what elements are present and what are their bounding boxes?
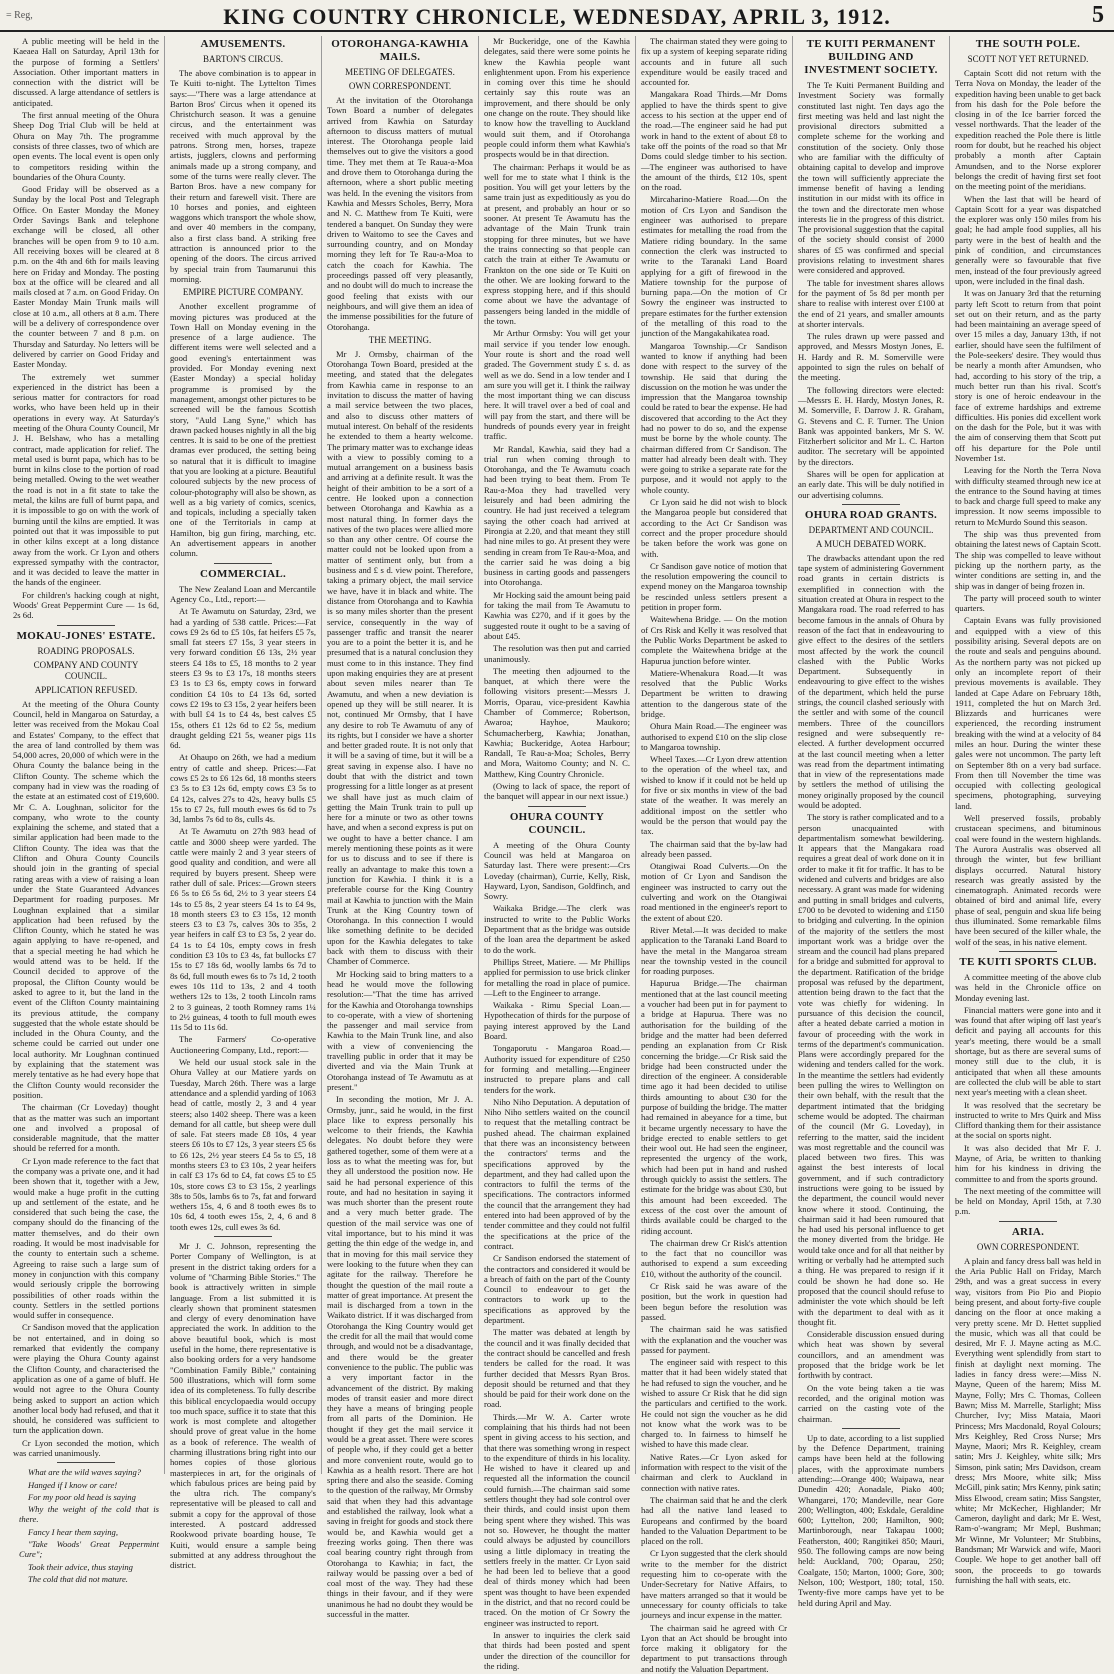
paragraph: Matiere-Whenakura Road.—It was resolved that the Public Works Department be written to drawing attention to the dangerous state of the bridge.: [641, 667, 787, 719]
divider: [842, 504, 900, 505]
paragraph: It was on January 3rd that the returning party left Scott to return from that point set out on their return, and as the party had been maintaining an average speed of over 15 miles a day, January 13th, if not earlier, should have seen the fulfilment of the Pole-seekers' desire. They would thus be nearly a month after Amundsen, who had, according to his story of the trip, a much better run than his rival. Scott's story is one of heroic endeavour in the face of extreme hardships and extreme difficulties. His ponies did excellent work on the dash for the Pole, but it was with the aim of conserving them that Scott put off his departure for the Pole until November 1st.: [955, 288, 1101, 463]
paragraph: Mircaharino-Matiere Road.—On the motion of Crs Lyon and Sandison the engineer was authorised to prepare estimates for metalling the road from the Matiere riding boundary. In the same connection the clerk was instructed to write to the Taranaki Land Board applying for a gift of firewood in the Matiere township for the purpose of burning papa.—On the motion of Cr Sowry the engineer was instructed to prepare estimates for the further extension of the metalling of this road to the junction of the Mangakahikatea road.: [641, 194, 787, 339]
paragraph: The party will proceed south to winter quarters.: [955, 592, 1101, 614]
paragraph: Otangiwai Road Culverts.—On the motion of Cr Lyon and Sandison the engineer was instructed to carry out the culverting and work on the Otangiwai road mentioned in the engineer's report to the extent of about £20.: [641, 861, 787, 923]
column-3: [322, 36, 479, 1620]
paragraph: The following directors were elected:—Messrs E. H. Hardy, Mostyn Jones, R. M. Somerville, F. Darrow J. R. Graham, G. Stevens and C. F. Turner. The Union Bank was appointed bankers, Mr S. W. Fitzherbert solicitor and Mr L. C. Harton auditor. The secretary will be appointed by the directors.: [798, 384, 944, 467]
heading-road-grants: OHURA ROAD GRANTS.: [804, 508, 938, 521]
paragraph: Cr Lyon made reference to the fact that the company was a private one, and it had been shown that it, together with a Jew, would make a huge profit in the cutting up and settlement of the estate, and he considered that such being the case, the company should do the financing of the matter themselves, and do their own roading. It would be most inadvisable for the county to entertain such a scheme. Agreeing to raise such a large sum of money in conjunction with this company would seriously cripple the borrowing possibilities of other roads within the county. Settlers in the settled portions would suffer in consequence.: [13, 1155, 159, 1321]
paragraph: Another excellent programme of moving pictures was produced at the Town Hall on Monday evening in the presence of a large audience. The different items were well selected and a good evening's entertainment was provided. For Monday evening next (Easter Monday) a special holiday programme is promised by the management, amongst other pictures to be screened will be the famous Scottish story, "Auld Lang Syne," which has drawn packed houses nightly in all the big centres. It is said to be one of the prettiest dramas ever produced, the setting being so natural that it is difficult to imagine that you are looking at a picture. Beautiful coloured subjects by the new process of colour-photography will also be shown, as well as a big variety of comics, scenics, and topicals, including a specially taken one of the Territorials in camp at Hamilton, big gun firing, marching, etc. An advertisement appears in another column.: [170, 301, 316, 559]
subheading-refused: APPLICATION REFUSED.: [34, 684, 138, 695]
paragraph: The next meeting of the committee will be held on Monday, April 15th, at 7.30 p.m.: [955, 1185, 1101, 1217]
paragraph: Cr Risk said he was aware of the position, but the work in question had been begun before the resolution was passed.: [641, 1281, 787, 1322]
paragraph: The rules drawn up were passed and approved, and Messrs Mostyn Jones, E. H. Hardy and R. M. Somerville were appointed to sign the rules on behalf of the meeting.: [798, 331, 944, 383]
verse-line: "Take Woods' Great Peppermint Cure";: [19, 1539, 159, 1560]
paragraph: A plain and fancy dress ball was held in the Aria Public Hall on Friday, March 29th, and was a great success in every way, visitors from Pio Pio and Piopio being present, and about forty-five couple dancing on the floor at once making a very pretty scene. Mr D. Hettet supplied the music, which was all that could be desired, Mr F. J. Mayne acting as M.C. Everything went splendidly from start to finish at daylight next morning. The ladies in fancy dress were:—Miss N. Mayne, Queen of the harem; Miss M. Mayne, Folly; Mrs C. Thomas, Colleen Bawn; Miss M. Marrelle, Starlight; Miss Churcher, Ivy; Miss Mataia, Maori Princess; Mrs Macdonald, Royal Colours; Mrs Keighley, Red Cross Nurse; Mrs Mayne, Maori; Mrs R. Keighley, cream satin; Mrs J. Keighley, white silk; Mrs Simson, pink satin; Mrs Davidson, cream dress; Mrs Moore, white silk; Miss McGill, pink satin; Mrs Kenny, pink satin; Miss Elwood, cream satin; Miss Sangster, white; Mr McKecher, Highlander; Mr Cameron, daylight and dark; Mr E. West, Ram-o'-wangram; Mr Mepl, Bushman; Mr Winne, Mr Volunteer; Mr Stubbins, Bandsman; Mr Warwick and wife, Maori Couple. We hope to get another ball off soon, the proceeds to go towards furnishing the hall with seats, etc.: [955, 1255, 1102, 1585]
paragraph: The chairman said he agreed with Cr Lyon that an Act should be brought into force making it obligatory for the department to put transactions through and notify the Valuation Department.: [641, 1622, 787, 1674]
paragraph: The resolution was then put and carried unanimously.: [484, 643, 630, 664]
page-number: 5: [1092, 2, 1104, 28]
heading-south-pole: THE SOUTH POLE.: [975, 38, 1081, 50]
subheading-roading: ROADING PROPOSALS.: [37, 645, 135, 656]
column-5: [636, 36, 793, 1674]
paragraph: On the vote being taken a tie was recorded, and the original motion was carried on the casting vote of the chairman.: [798, 1382, 944, 1424]
divider: [57, 625, 115, 626]
paragraph: River Metal.—It was decided to make application to the Taranaki Land Board to have the metal in the Mangaroa stream near the township vested in the council for roading purposes.: [641, 924, 787, 977]
paragraph: The Te Kuiti Permanent Building and Investment Society was formally constituted last night. Ten days ago the first meeting was held and last night the provisional directors submitted a complete scheme for the working and constitution of the society. Only those who are familiar with the difficulty of obtaining capital to develop and improve the town will sufficiently appreciate the immense benefit of having a lending institution in our midst with its office in the town and the directorate men whose interests lie in the progress of this district. The provisional suggestion that the capital of the society should consist of 2000 shares of £5 was confirmed and special provisions relating to investment shares were considered and approved.: [798, 80, 944, 276]
subheading-delegates: MEETING OF DELEGATES.: [345, 67, 455, 77]
paragraph: Up to date, according to a list supplied by the Defence Department, training camps have been held at the following places, with the approximate numbers attending:—Orange 400; Waipawa, near Dunedin 420; Aonadale, Piako 400; Whangarei, 170; Mandeville, near Gore 200; Wellington, 400; Eskdale, Geraldine 600; Lyttelton, 200; Hamilton, 900; Martinborough, near Takapau 1000; Featherston, 400; Rangitikei 850; Mauri, 950. The following camps are now being held: Auckland, 700; Oparau, 250; Coalgate, 150; Marton, 1000; Gore, 300; Nelson, 100; Westport, 180; total, 150. Twenty-five more camps have yet to be held during April and May.: [798, 1432, 944, 1608]
divider: [57, 1462, 115, 1463]
paragraph: It was also decided that Mr F. J. Mayne, of Aria, be written to thanking him for his kindness in driving the committee to and from the sports ground.: [955, 1142, 1101, 1184]
divider: [999, 1221, 1057, 1222]
heading-sports-club: TE KUITI SPORTS CLUB.: [959, 955, 1097, 968]
heading-mokau-estate: MOKAU-JONES' ESTATE.: [16, 629, 156, 642]
column-1: [8, 36, 165, 1584]
heading-building-society: TE KUITI PERMANENT BUILDING AND INVESTMENT SOCIETY.: [804, 38, 938, 76]
divider: [842, 1428, 900, 1429]
column-6: [793, 36, 950, 1608]
paragraph: The chairman stated they were going to fix up a system of keeping separate riding accounts and in future all such expenditure would be easily traced and accounted for.: [641, 36, 787, 88]
subheading-debated: A MUCH DEBATED WORK.: [815, 538, 927, 549]
paragraph: Financial matters were gone into and it was found that after wiping off last year's deficit and paying all accounts for this year's meeting, there would be a small shortage, but as there are several sums of money still due to the club, it is anticipated that when all these amounts are collected the club will be able to start next year's meeting with a clean sheet.: [955, 1004, 1101, 1098]
paragraph: Mangaroa Township.—Cr Sandison wanted to know if anything had been done with respect to the survey of the township. He said that during the discussion on the motion he was under the impression that the Mangaroa township could be rated to bear the expense. He had discovered that according to the Act they had no power to do so, and the expense must be borne by the whole county. The chairman differed from Cr Sandison. The matter had already been dealt with. They were going to strike a separate rate for the purpose, and it would not apply to the whole county.: [641, 340, 787, 495]
divider: [214, 563, 272, 564]
paragraph: A meeting of the Ohura County Council was held at Mangaroa on Saturday last. There were present:—Crs Loveday (chairman), Currie, Kelly, Risk, Hayward, Lyon, Sandison, Goldfinch, and Sowry.: [484, 839, 630, 902]
paragraph: Cr Lyon seconded the motion, which was carried unanimously.: [13, 1437, 159, 1458]
masthead: [0, 0, 1114, 32]
divider: [214, 1236, 272, 1237]
verse-line: For my poor old head is saying: [28, 1491, 136, 1502]
paragraph: Mr J. Ormsby, chairman of the Otorohanga Town Board, presided at the meeting, and stated that the delegates from Kawhia came in response to an invitation to discuss the matter of having a mail service between the two places, and also to discuss other matters of mutual interest. On behalf of the residents he extended to them a hearty welcome. The primary matter was to exchange ideas with a view to possibly coming to a mutual arrangement on a business basis and arriving at a definite result. It was the height of their ambition to be a sort of a centre. He looked upon a connection between Otorohanga and Kawhia as a most natural thing. In former days the natives of the two places were allied more so than any other centre. Of course the matter could not be looked upon from a matter of sentiment only, but from a business and £ s d. view point. Therefore, taking a primary object, the mail service we have, have it in black and white. The distance from Otorohanga and to Kawhia is so many miles shorter than the present service, consequently in the way of passenger traffic and transit the nearer you are to a point the better it is, and he presumed that is a natural conclusion they must come to in this instance. They find upon making enquiries they are at present about seven miles nearer than Te Awamutu, and when a new deviation is opened up they will be still nearer. It is not, continued Mr Ormsby, that I have any desire to rob Te Awamutu of any of its rights, but I consider we have a shorter and better graded route. It is not only that it will be a saving of time, but it will be a great saving in expense also. I have no doubt that with the district and town progressing for a little longer as at present we shall have just as much claim of getting the Main Trunk train to pull up here for a minute or two as other towns have, and when a second express is put on we ought to have a better chance. I am merely mentioning these points as it were for us to discuss and to see if there is really an advantage to make this town a junction for Kawhia. I think it is a preferable course for the King Country mail at Kawhia to junction with the Main Trunk at the King Country town of Otorohanga. In this connection I would like something definite to be decided upon for the Kawhia delegates to take back with them to discuss with their Chamber of Commerce.: [327, 348, 473, 967]
subheading-circus: BARTON'S CIRCUS.: [203, 54, 283, 64]
paragraph: At Ohaupo on 26th, we had a medium entry of cattle and sheep. Prices:—Fat cows £5 2s to £6 12s 6d, 18 months steers £3 5s to £3 12s 6d, empty cows £3 5s to £4 12s, calves 27s to 42s, heavy bulls £5 15s to £7 2s, full mouth ewes 6s 6d to 7s 3d, lambs 7s 6d to 8s, culls 4s.: [170, 752, 316, 825]
paragraph: Hapurua Bridge.—The chairman mentioned that at the last council meeting a voucher had been put in for payment to a bridge at Hapurua. There was no authorisation for the building of the bridge and the matter had been deferred pending an explanation from Cr Risk concerning the bridge.—Cr Risk said the bridge had been constructed under the direction of the engineer. A considerable time ago it had been decided to utilise thirds amounting to about £30 for the purpose of building the bridge. The matter had remained in abeyance for a time, but it became urgently necessary to have the bridge erected to enable settlers to get their wool out. He had seen the engineer, represented the urgency of the work, which had been put in hand and rushed through quickly to assist the settlers. The estimate for the bridge was about £30, but this amount had been exceeded. The excess of the cost over the amount of thirds available could be charged to the riding account.: [641, 978, 787, 1236]
paragraph: Mr Hocking said the amount being paid for taking the mail from Te Awamutu to Kawhia was £270, and if it goes by the suggested route it ought to be a saving of about £45.: [484, 589, 630, 641]
paragraph: At Te Awamutu on Saturday, 23rd, we had a yarding of 538 cattle. Prices:—Fat cows £9 2s 6d to £5 10s, fat heifers £5 7s, small fat steers £7 15s, 3 year steers in very forward condition £6 13s, 2½ year steers £4 18s to £5, 18 months to 2 year steers £3 9s to £3 17s, 18 months steers £3 1s to £3 6s, empty cows in forward condition £4 10s to £4 13s 6d, sorted cows £2 19s to £3 15s, 2 year heifers been with bull £4 1s to £4 4s, best calves £5 15s, others £1 12s 6d to £2 5s, medium draught gelding £21 5s, weaner pigs 11s 6d.: [170, 606, 316, 751]
paragraph: The chairman: Perhaps it would be as well for me to state what I think is the position. You will get your letters by the same train just as expeditiously as you do at present, and probably an hour or so sooner. At present Te Awamutu has the advantage of the Main Trunk train stopping for three minutes, but we have the trains connecting so that people can catch the train at either Te Awamutu or Frankton on the one side or Te Kuiti on the other. We are looking forward to the express stopping here, and if this should come about we have the advantage of passengers being landed in the middle of the town.: [484, 161, 630, 327]
verse-line: Fancy I hear them saying,: [28, 1526, 118, 1537]
paragraph: The chairman (Cr Loveday) thought that as the matter was such an important one and involved a proposal of considerable magnitude, that the matter should be referred for a month.: [13, 1102, 159, 1154]
paragraph: The ship was thus prevented from obtaining the latest news of Captain Scott. The ship was compelled to leave without picking up the northern party, as the winter conditions are setting in, and the ship was in danger of being frozen in.: [955, 529, 1101, 591]
paragraph: At the invitation of the Otorohanga Town Board a number of delegates arrived from Kawhia on Saturday afternoon to discuss matters of mutual interest. The Otorohanga people laid themselves out to give the visitors a good time. They met them at Te Raua-a-Moa and drove them to Otorohanga during the afternoon, where a short public meeting was held. In the evening the visitors from Kawhia and Messrs Scholes, Berry, Mora and N. C. Matthew from Te Kuiti, were tendered a banquet. On Sunday they were driven to Waitomo to see the Caves and surrounding country, and on Monday morning they left for Te Rau-a-Moa to catch the coach for Kawhia. The proceedings passed off very pleasantly, and no doubt will do much to increase the good feeling that exists with our neighbours, and will give them an idea of the immense possibilities for the future of Otorohanga.: [327, 95, 473, 332]
paragraph: The first annual meeting of the Ohura Sheep Dog Trial Club will be held at Ohura on May 7th. The programme consists of three classes, two of which are open events. The local event is open only to competitors residing within the boundaries of the Ohura County.: [13, 110, 159, 182]
paragraph: A committee meeting of the above club was held in the Chronicle office on Monday evening last.: [955, 971, 1101, 1003]
paragraph: Cr Sandison endorsed the statement of the contractors and considered it would be a breach of faith on the part of the County Council to endeavour to get the contractors to work up to the specifications as approved by the department.: [484, 1253, 630, 1326]
paragraph: Thirds.—Mr W. A. Carter wrote complaining that his thirds had not been spent in giving access to his section, and that there was something wrong in respect to the expenditure of thirds in his locality. He wished to have it cleared up and requested all the information the council could furnish.—The chairman said some settlers thought they had sole control over their thirds, and could insist upon them being spent where they wished. This was not so. However, he thought the matter could always be adjusted by councillors using a little diplomacy in treating the settlers freely in the matter. Cr Lyon said he had been led to believe that a good deal of thirds money which had been spent was thought to have been expended in the district, and that no record could be traced. On the motion of Cr Sowry the engineer was instructed to report.: [484, 1411, 630, 1628]
paragraph: At Te Awamutu on 27th 983 head of cattle and 3000 sheep were yarded. The cattle were mainly 2 and 3 year steers of good quality and condition, and were all required by buyers present. Sheep were rather dull of sale. Prices:—Grown steers £6 5s to £6 5s 6d, 2½ to 3 year steers £4 14s to £5 8s, 2 year steers £4 1s to £4 9s, 18 month steers £3 to £3 15s, 12 month steers £3 to £3 7s, calves 30s to 35s, 2 year heifers in calf £3 to £3 5s, 2 year do. £4 1s to £4 10s, empty cows in fresh condition £3 10s to £3 4s, fat bullocks £7 15s to £7 18s 6d, woolly lambs 6s 7d to 8s 6d, full mouth ewes 6s to 7s 1d, 2 tooth ewes 10s 11d to 13s, 2 and 4 tooth wethers 12s to 13s, 2 tooth Lincoln rams 2 to 3 guineas, 2 tooth Romney rams 1¼ to 2½ guineas, 4 tooth to full mouth ewes 11s 5d to 11s 6d.: [170, 826, 316, 1033]
paragraph: The drawbacks attendant upon the red tape system of administering Government road grants in certain districts is exemplified in connection with the situation created at Ohura in respect to the Mangakara road. The road referred to has become famous in the annals of Ohura by reason of the fact that in endeavouring to give effect to the desires of the settlers most affected by the work the council clashed with the Public Works Department. Subsequently in endeavouring to give effect to the wishes of the department, which held the purse strings, the council clashed seriously with the settler and with some of the council members. Three of the councillors resigned and were subsequently re-elected. A further development occurred at the last council meeting when a letter was read from the department intimating that in view of the representations made by settlers the method of utilising the money originally proposed by the council would be adopted.: [798, 552, 944, 810]
heading-mails: OTOROHANGA-KAWHIA MAILS.: [331, 38, 469, 63]
paragraph: (Owing to lack of space, the report of the banquet will appear in our next issue.): [484, 781, 630, 802]
paragraph: Captain Evans was fully provisioned and equipped with a view of this possibility arising. Several depots are on the route and seals and penguins abound. As the northern party was not picked up only an incomplete report of their previous movements is available. They landed at Cape Adare on February 18th, 1911, completed the hut on March 3rd. Blizzards and hurricanes were experienced, the recording instrument breaking with the wind at a velocity of 84 miles an hour. During the winter these gales were not uncommon. The party left on September 8th on a very bad surface. From then till November the time was occupied with collecting geological specimens, photographing, surveying land.: [955, 615, 1101, 811]
paragraph: It was resolved that the secretary be instructed to write to Mrs Quirk and Miss Clifford thanking them for their assistance at the social on sports night.: [955, 1099, 1101, 1141]
paragraph: The above combination is to appear in Te Kuiti to-night. The Lyttelton Times says:—"There was a large attendance at Barton Bros' Circus when it opened its Christchurch season. It was a genuine circus, and the entertainment was received with much approval by the patrons. Strong men, horses, trapeze artists, jugglers, clowns and performing animals made up a strong company, and some of the turns were really clever. The Barton Bros. have a new company for their return and farewell visit. There are 10 horses and ponies, and eighteen waggons which transport the whole show, and over 40 members in the company, also a first class band. A striking free attraction is announced prior to the opening of the doors. The circus arrived by special train from Taumarunui this morning.: [170, 68, 316, 284]
paragraph: We held our usual stock sale in the Ohura Valley at our Matiere yards on Tuesday, March 26th. There was a large attendance and a splendid yarding of 1063 head of cattle, mostly 2, 3 and 4 year steers; also 1402 sheep. There was a keen demand for all cattle, but sheep were dull of sale. Fat steers made £8 10s, 4 year steers £6 10s to £7 12s, 3 year steers £5 6s to £6 12s, 2½ year steers £4 5s to £5, 18 months steers £3 to £3 10s, 2 year heifers in calf £3 17s 6d to £4, fat cows £5 to £5 10s, store cows £3 to £3 15s, 2 yearlings 38s to 50s, lambs 6s to 7s, fat and forward wethers 15s, 4, 6 and 8 tooth ewes 8s to 10s 6d, 4 tooth ewes 15s, 2, 4, 6 and 8 tooth ewes 12s, cull ewes 3s 6d.: [170, 1057, 316, 1232]
byline: OWN CORRESPONDENT.: [976, 1241, 1080, 1252]
masthead-edge-mark: = Reg,: [6, 10, 33, 21]
heading-ohura-council: OHURA COUNTY COUNCIL.: [509, 810, 605, 836]
paragraph: Cr Lyon suggested that the clerk should write to the member for the district requesting him to co-operate with the Under-Secretary for Native Affairs, to have matters arranged so that it would be unnecessary for county officials to take journeys and incur expense in the matter.: [641, 1548, 787, 1621]
paragraph: Mr Randal, Kawhia, said they had a trial run when coming through to Otorohanga, and the Te Awamutu coach had been trying to beat them. From Te Rau-a-Moa they had travelled very leisurely and had been admiring the country. He had just received a telegram saying the other coach had arrived at Pirongia at 2.20, and that meant they still had nine miles to go. At present they were sending in cream from Te Rau-a-Moa, and the carrier said he was doing a big business in carting goods and passengers into Otorohanga.: [484, 443, 631, 588]
paragraph: The New Zealand Loan and Mercantile Agency Co., Ltd., report:—: [170, 583, 316, 604]
byline: OWN CORRESPONDENT.: [348, 81, 452, 91]
paragraph: At the meeting of the Ohura County Council, held in Mangaroa on Saturday, a letter was received from the Mokau Coal and Estates' Company, to the effect that the area of land controlled by them was 54,000 acres, 20,000 of which were in the Ohura County the balance being in the Clifton County. The scheme which the company had in view was the roading of the estate at an estimated cost of £19,600. Mr C. A. Loughnan, solicitor for the company, who wrote to the county explaining the scheme, and stated that a similar application had been made to the Clifton County. The idea was that the Clifton and Ohura County Councils should join in the granting of special rating areas with a view of raising a loan under the State Guaranteed Advances Department for roading purposes. Mr Loughnan explained that a similar application had been refused by the Clifton County, which he stated he was again applying to have re-opened, and that a special meeting he had which he would attend was to be held. If the Council decided to approve of the proposal, the Clifton County would be asked to agree to it, but the land in the event of the Clifton County maintaining its previous attitude, the company suggested that the whole estate should be included in the Ohura County, and the scheme could be carried out under one local authority. Mr Loughnan continued by explaining that the statement was merely tentative as he had every hope that the Clifton County would reconsider the position.: [13, 698, 159, 1100]
heading-commercial: COMMERCIAL.: [199, 567, 287, 580]
heading-amusements: AMUSEMENTS.: [200, 38, 286, 50]
subheading-the-meeting: THE MEETING.: [368, 334, 432, 345]
paragraph: The chairman said that the by-law had already been passed.: [641, 838, 787, 859]
paragraph: When the last that will be heard of Captain Scott for a year was dispatched the explorer was only 150 miles from his goal; he had ample food supplies, all his party were in the best of health and the pink of condition, and circumstances generally were so favourable that five men, instead of the four previously agreed upon, were included in the final dash.: [955, 193, 1101, 286]
paragraph: Leaving for the North the Terra Nova with difficulty steamed through new ice at the entrance to the Sound having at times to back and charge full speed to make any impression. It now seems impossible to return to McMurdo Sound this season.: [955, 465, 1101, 527]
paragraph: Well preserved fossils, probably crustacean specimens, and bituminous coal were found in the western highlands. The Aurora Australis was observed all through the winter, but few brilliant displays occurred. Natural history research was greatly assisted by the cinematograph. Animated records were obtained of bird and animal life, every phase of seal, penguin and skua life being thus illuminated. Some remarkable films have been secured of the killer whale, the wolf of the seas, in his native element.: [955, 813, 1101, 947]
paragraph: Cr Sandison gave notice of motion that the resolution empowering the council to expend money on the Mangaroa township be rescinded unless settlers present a petition in proper form.: [641, 560, 787, 613]
verse-line: Hanged if I know or care!: [28, 1479, 118, 1490]
paragraph: Cr Sandison moved that the application be not entertained, and in doing so remarked that evidently the company were playing the Ohura County against the Clifton County, and characterised the application as one of a game of bluff. He would not agree to the Ohura County being asked to support an action which another local body had refused, and that it should, he considered was sufficient to turn the application down.: [13, 1322, 159, 1436]
column-4: [479, 36, 636, 1671]
paragraph: Mr Hocking said to bring matters to a head he would move the following resolution:—"That the time has arrived for the Kawhia and Otorohanga townships to co-operate, with a view of shortening the passenger and mail service from Kawhia to the Main Trunk line, and also with a view of conveniencing the travelling public in order that it may be diverted and via the Main Trunk at Otorohanga instead of Te Awamutu as at present.": [327, 968, 473, 1092]
paragraph: Considerable discussion ensued during which heat was shown by several councillors, and an amendment was proposed that the bridge work be let forthwith by contract.: [798, 1329, 944, 1381]
paragraph: The meeting then adjourned to the banquet, at which there were the following visitors present:—Messrs J. Morris, Oparau, vice-president Kawhia Chamber of Commerce; Robertson, Awaroa; Hayhoe, Maukoro; Schumacherberg, Kawhia; Jonathan, Kawhia; Buckeridge, Aotea Harbour; Randall, Te Rau-a-Moa; Scholes, Berry and Mora, Waitomo County; and N. C. Matthew, King Country Chronicle.: [484, 665, 630, 779]
subheading-department: DEPARTMENT AND COUNCIL.: [808, 524, 934, 535]
verse-line: What are the wild waves saying?: [28, 1467, 142, 1478]
divider: [528, 806, 586, 807]
paragraph: In answer to inquiries the clerk said that thirds had been posted and spent under the direction of the councillor for the riding.: [484, 1629, 630, 1671]
paragraph: Waikaka - Rimu Special Loan.—Hypothecation of thirds for the purpose of paying interest approved by the Land Board.: [484, 1000, 630, 1042]
paragraph: Niho Niho Deputation. A deputation of Niho Niho settlers waited on the council to request that the metalling contract be pushed ahead. The chairman explained that there was an inconsistency between the contractors' terms and the specifications approved by the department, and they had called upon the contractors to fulfil the terms of the specifications. The contractors informed the council that the arrangement they had entered into had been approved of by the tender committee and they could not fulfil the specifications at the price of the contract.: [484, 1096, 630, 1251]
paragraph: Native Rates.—Cr Lyon asked for information with respect to the visit of the chairman and clerk to Auckland in connection with native rates.: [641, 1451, 787, 1493]
verse-line: The cold that did not mature.: [28, 1573, 128, 1584]
paragraph: Waitewhena Bridge. — On the motion of Crs Risk and Kelly it was resolved that the Public Works Department be asked to complete the Waitewhena bridge at the Hapurua junction before winter.: [641, 614, 787, 666]
paragraph: The chairman said he was satisfied with the explanation and the voucher was passed for payment.: [641, 1324, 787, 1355]
verse-line: Took their advice, thus staying: [28, 1561, 133, 1572]
newspaper-title: KING COUNTRY CHRONICLE, WEDNESDAY, APRIL 3, 1912.: [223, 4, 891, 29]
subheading-company: COMPANY AND COUNTY COUNCIL.: [33, 659, 139, 681]
verse-line: Why the weight of the cold that is there.: [19, 1504, 159, 1525]
column-2: [165, 36, 322, 1571]
paragraph: The chairman said that he and the clerk had all the native land leased to Europeans and confirmed by the board handed to the Valuation Department to be placed on the roll.: [641, 1494, 787, 1547]
paragraph: Captain Scott did not return with the Terra Nova on Monday, the leader of the expedition having been unable to get back from his dash for the Pole before the closing in of the Ice barrier forced the vessel northwards. That the leader of the expedition reached the Pole there is little room for doubt, but he reached his object probably a month after Captain Amundsen, and to the Norse explorer belongs the credit of having first set foot on the meeting point of the meridians.: [955, 68, 1101, 192]
paragraph: Waikaka Bridge.—The clerk was instructed to write to the Public Works Department that as the bridge was outside of the loan area the department be asked to do the work.: [484, 903, 630, 955]
heading-aria: ARIA.: [1011, 1225, 1045, 1238]
paragraph: Tongaporutu - Mangaroa Road.—Authority issued for expenditure of £250 for forming and metalling.—Engineer instructed to prepare plans and call tenders for the work.: [484, 1043, 630, 1095]
paragraph: Mangakara Road Thirds.—Mr Doms applied to have the thirds spent to give access to his section at the upper end of the road.—The engineer said he had put work in hand to the extent of about £8 to take off the points of the road so that Mr Doms could sledge timber to his section.—The engineer was authorised to have the amount of the thirds, £12 10s, spent on the road.: [641, 89, 787, 193]
paragraph: Cr Lyon said he did not wish to block the Mangaroa people but considered that according to the Act Cr Sandison was correct and the proper procedure should be taken before the work was gone on with.: [641, 497, 787, 559]
subheading-empire: EMPIRE PICTURE COMPANY.: [182, 287, 304, 298]
columns: [8, 36, 1106, 1674]
paragraph: The chairman drew Cr Risk's attention to the fact that no councillor was authorised to expend a sum exceeding £10, without the authority of the council.: [641, 1237, 787, 1279]
paragraph: Mr Buckeridge, one of the Kawhia delegates, said there were some points he knew the Kawhia people want enlightenment upon. From his experience in coming over this time he should certainly say this route was an improvement, and there should be only one change on the route. They should like to know how the travelling to Auckland would suit them, and if Otorohanga people could inform them what Kawhia's prospects would be in that direction.: [484, 36, 630, 160]
paragraph: Ohura Main Road.—The engineer was authorised to expend £10 on the slip close to Mangaroa township.: [641, 721, 787, 752]
divider: [999, 951, 1057, 952]
paragraph: Wheel Taxes.—Cr Lyon drew attention to the operation of the wheel tax, and wished to know if it could not be held up for five or six months in view of the bad state of the weather. It was merely an additional impost on the settler who would be the person that would pay the tax.: [641, 754, 787, 837]
paragraph: A public meeting will be held in the Kaeaea Hall on Saturday, April 13th for the purpose of forming a Settlers' Association. Other important matters in connection with the district will be discussed. A large attendance of settlers is anticipated.: [13, 36, 159, 108]
paragraph: The table for investment shares allows for the payment of 5s 8d per month per share to realise with interest over £100 at the end of 21 years, and smaller amounts at shorter intervals.: [798, 277, 944, 329]
paragraph: Good Friday will be observed as a Sunday by the local Post and Telegraph Office. On Easter Monday the Money Order Savings Bank and telephone exchange will be closed, all other branches will be open from 9 to 10 a.m. All receiving boxes will be cleared at 8 p.m. on the 4th and 6th for mails leaving here on Friday and Monday. The posting box at the office will be cleared and all mails closed at 7 a.m. on Good Friday. On Easter Monday Main Trunk mails will close at 10 a.m., all others at 8 a.m. There will be a delivery of correspondence over the counter between 7 and 8 p.m. on Thursday and Saturday. No letters will be delivered by carrier on Good Friday and Easter Monday.: [13, 184, 159, 370]
paragraph: The engineer said with respect to this matter that it had been widely stated that he had refused to sign the voucher, and he wished to assure Cr Risk that he did sign the particulars and certified to the work. He could not sign the voucher as he did not know what the work was to be charged to. In fairness to himself he wished to have this made clear.: [641, 1357, 787, 1450]
paragraph: The extremely wet summer experienced in the district has been a serious matter for contractors for road works, who have been held up in their operations in every way. At Saturday's meeting of the Ohura County Council, Mr J. H. Belshaw, who has a metalling contract, made application for relief. The metal used is burnt papa, which has to be burnt in kilns close to the portion of road being metalled. Owing to the wet weather the road is not in a fit state to take the metal, the kilns are full of burnt papa, and it is impossible to go on with the work of burning until the kilns are emptied. It was pointed out that it was impossible to put in other kilns except at a long distance away from the work. Cr Lyon and others expressed sympathy with the contractor, and it was decided to leave the matter in the hands of the engineer.: [13, 371, 159, 588]
paragraph: Mr Arthur Ormsby: You will get your mail service if you tender low enough. Your route is short and the road well graded. The Government study £ s. d. as well as we do. Send in a low tender and I am sure you will get it. I think the railway the most important thing we can discuss here. It will travel over a bed of coal and will pay from the start, and there will be hundreds of pounds every year in freight traffic.: [484, 328, 630, 442]
paragraph: Phillips Street, Matiere. — Mr Phillips applied for permission to use brick clinker for metalling the road in place of pumice.—Left to the Engineer to arrange.: [484, 956, 630, 998]
paragraph: The matter was debated at length by the council and it was finally decided that the contract should be cancelled and fresh tenders be called for the road. It was further decided that Messrs Ryan Bros. deposit should be returned and that they should be paid for their work done on the road.: [484, 1327, 630, 1410]
paragraph: Mr J. C. Johnson, representing the Porter Company of Wellington, is at present in the district taking orders for a volume of "Charming Bible Stories." The book is attractively written in simple language. From a list submitted it is clearly shown that prominent statesmen and clergy of every denomination have appreciated the work. In addition to the above beautiful book, which is most useful in the home, there representative is also booking orders for a very handsome "Combination Family Bible," containing 500 illustrations, which will form some idea of its completeness. To fully describe this biblical encyclopaedia would occupy too much space, suffice it to state that this work is most complete and altogether should prove of great value in the home as a book of reference. The wealth of charming illustrations bring right into our homes copies of those glorious masterpieces in art, for the originals of which fabulous prices are being paid by the ultra rich. The company's representative will be pleased to call and submit a copy for the approval of those interested. A postcard addressed Rookwood private boarding house, Te Kuiti, would ensure a sample being submitted at any address throughout the district.: [170, 1241, 316, 1571]
subheading-scott: SCOTT NOT YET RETURNED.: [967, 54, 1089, 64]
column-7: [950, 36, 1106, 1585]
paragraph: The Farmers' Co-operative Auctioneering Company, Ltd., report:—: [170, 1034, 316, 1055]
paragraph: Shares will be open for application at an early date. This will be duly notified in our advertising columns.: [798, 468, 944, 500]
paragraph: The story is rather complicated and to a person unacquainted with departmentalism somewhat bewildering. It appears that the Mangakara road requires a great deal of work done on it in order to make it fit for traffic. It has to be widened and culverts and bridges are also necessary. A grant was made for widening and putting in small bridges and culverts, £700 to be devoted to widening and £150 to bridging and culverting. In the opinion of the majority of the settlers the most important work was a bridge over the stream and the council had plans prepared for a bridge and submitted for approval to the department. Ratification of the bridge proposal was refused by the department, attention being drawn to the fact that the vote was chiefly for widening. In pursuance of this decision the council, after a heated debate carried a motion in favour of proceeding with the work in terms of the department's communication. Plans were accordingly prepared for the widening and tenders called for the work. In the meantime the settlers had evidently been pulling the wires to Wellington on their own behalf, with the result that the department intimated that the bridging scheme would be adopted. The chairman of the council (Mr G. Loveday), in referring to the matter, said the incident was most regrettable and the council was placed between two fires. This was against the best interests of local government, and if such contradictory instructions were going to be issued by the department, the council would never know where it stood. Continuing, the chairman said it had been rumoured that he had used his personal influence to get the money diverted from the bridge. He would take once and for all that neither by writing or verbally had he attempted such a thing. He was prepared to resign if it could be shown he had done so. He proposed that the council should refuse to administer the vote which should be left with the department to deal with as it thought fit.: [798, 812, 944, 1327]
paragraph: In seconding the motion, Mr J. A. Ormsby, junr., said he would, in the first place like to express personally his welcome to their friends, the Kawhia delegates. No doubt before they were gathered together, some of them were at a loss as to what the meeting was for, but they all understood the position now. He said he had personal experience of this route, and had no hesitation in saying it was much shorter than the present route and a very much better grade. The question of the mail service was one of vital importance, but to his mind it was getting the thin edge of the wedge in, and that in moving for this mail service they were looking to the future when they can agitate for the railway. Therefore he thought the question of the mail route a matter of great importance. At present the mail is discharged from a town in the Waikato district. If it was discharged from Otorohanga the King Country would get the credit for all the mail that would come through, and would not be a disadvantage, and there would be the greater convenience to the public. The public was a very important factor in the advancement of the district. By making modes of transit easier and more direct they have a means of bringing people from all parts of the Dominion. He thought if they get the mail service it would be a great asset. There were scores of people who, if they could get a better and more convenient route, would go to Kawhia as a health resort. There are hot spring there and also the seaside. Coming to the question of the railway, Mr Ormsby said that when they had this advantage and established the railway, look what a saving in freight for goods and stock there would be, and Kawhia would get a freezing works going. Then there was coal bearing country right through from Otorohanga to Kawhia; in fact, the railway would be passing over a bed of coal most of the way. They had these things in their favour, and if they were unanimous he had no doubt they would be successful in the matter.: [327, 1094, 473, 1620]
paragraph: For children's hacking cough at night, Woods' Great Peppermint Cure — 1s 6d, 2s 6d.: [13, 589, 159, 621]
